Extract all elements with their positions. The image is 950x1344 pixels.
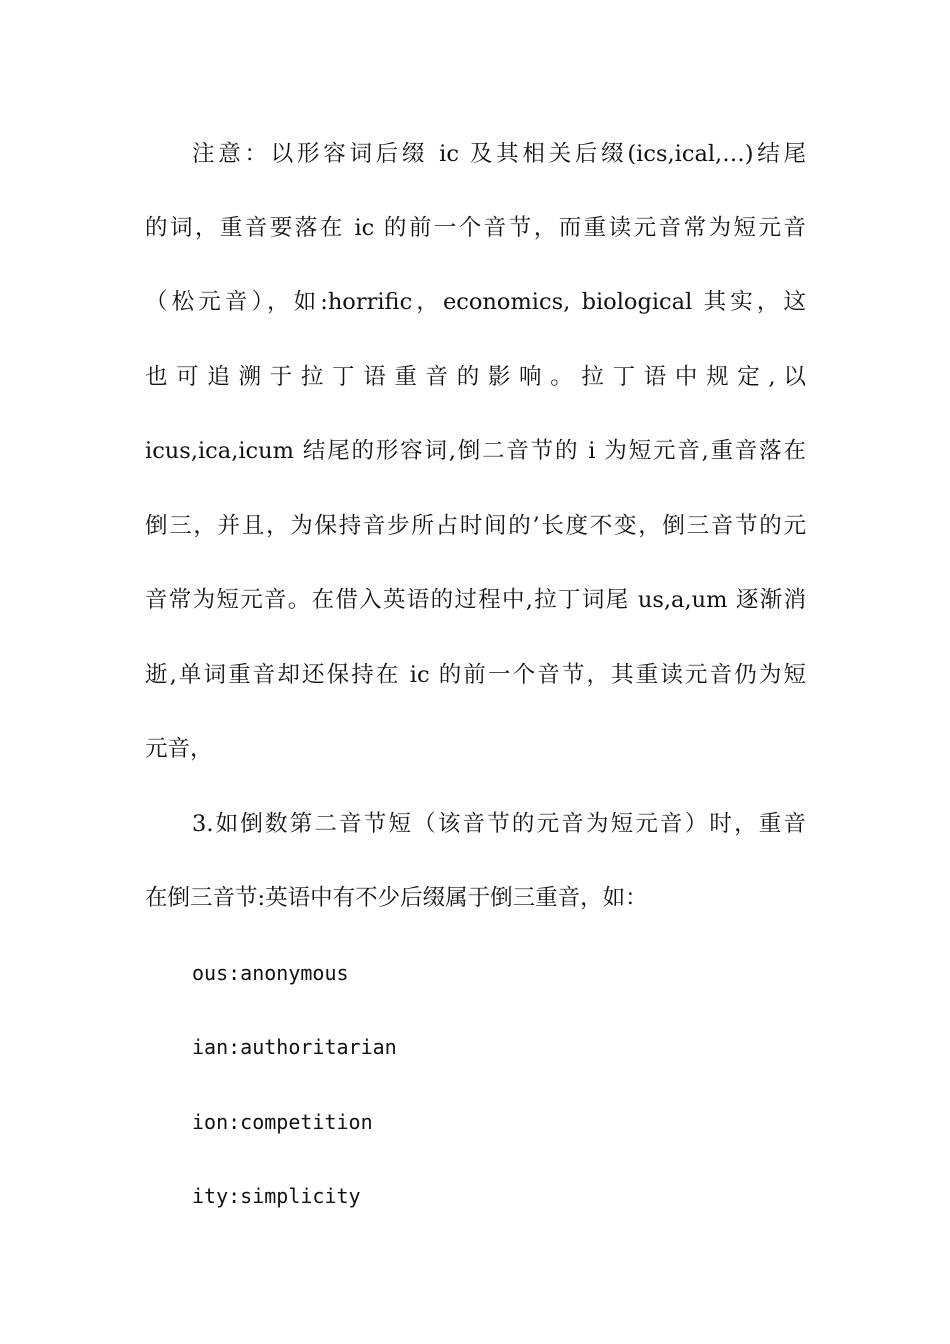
paragraph-line: 元音， bbox=[145, 736, 213, 762]
paragraph-line: 3.如倒数第二音节短（该音节的元音为短元音）时，重音 bbox=[192, 811, 806, 837]
paragraph-line: 倒三，并且，为保持音步所占时间的’长度不变，倒三音节的元 bbox=[145, 513, 806, 539]
example-line: ian:authoritarian bbox=[192, 1035, 397, 1059]
paragraph-line: icus,ica,icum 结尾的形容词,倒二音节的 i 为短元音,重音落在 bbox=[145, 438, 806, 464]
example-line: ion:competition bbox=[192, 1110, 373, 1134]
paragraph-line: （松元音），如:horrific，economics, biological 其实，这 bbox=[145, 289, 806, 315]
paragraph-line: 注意：以形容词后缀 ic 及其相关后缀(ics,ical,…)结尾 bbox=[192, 141, 806, 167]
paragraph-line: 也 可 追 溯 于 拉 丁 语 重 音 的 影 响 。 拉 丁 语 中 规 定 , 以 bbox=[145, 364, 806, 390]
example-line: ity:simplicity bbox=[192, 1184, 361, 1208]
paragraph-line: 的词，重音要落在 ic 的前一个音节，而重读元音常为短元音 bbox=[145, 215, 806, 241]
paragraph-line: 逝,单词重音却还保持在 ic 的前一个音节，其重读元音仍为短 bbox=[145, 662, 806, 688]
paragraph-line: 在倒三音节:英语中有不少后缀属于倒三重音，如： bbox=[145, 885, 648, 911]
paragraph-line: 音常为短元音。在借入英语的过程中,拉丁词尾 us,a,um 逐渐消 bbox=[145, 587, 806, 613]
example-line: ous:anonymous bbox=[192, 961, 349, 985]
